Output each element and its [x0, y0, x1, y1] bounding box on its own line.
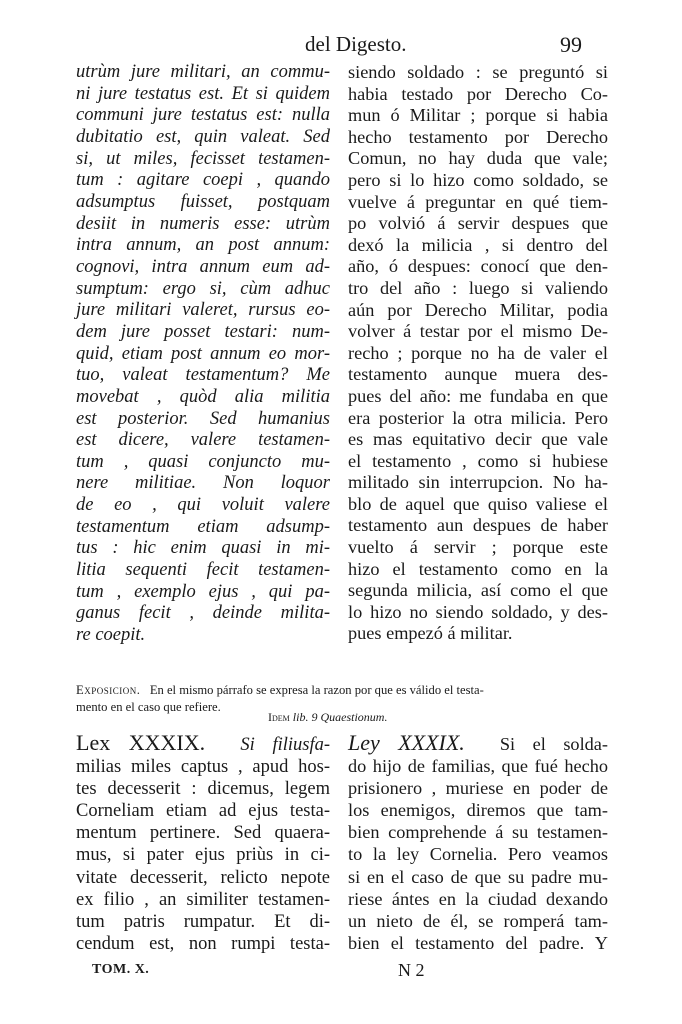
text-line: un nieto de él, se romperá tam- [348, 910, 608, 931]
idem-label: Idem [268, 710, 290, 724]
text-line: est posterior. Sed humanius [76, 408, 330, 429]
running-title: del Digesto. [305, 32, 407, 56]
text-line: adsumptus fuisset, postquam [76, 191, 330, 212]
text-line: dubitatio est, quin valeat. Sed [76, 126, 330, 147]
ley-heading: Ley XXXIX. [348, 730, 465, 755]
page-number: 99 [560, 32, 582, 57]
exposicion-label: Exposicion. [76, 683, 141, 697]
text-line: bien comprehende á su testamen- [348, 822, 608, 843]
text-line: si, ut miles, fecisset testamen- [76, 148, 330, 169]
text-line: si en el caso de que su padre mu- [348, 866, 608, 887]
text-line: riese ántes en la ciudad dexando [348, 888, 608, 909]
text-line: los enemigos, diremos que tam- [348, 800, 608, 821]
lex-first-line [76, 732, 330, 756]
text-line: utrùm jure militari, an commu- [76, 62, 330, 82]
text-line: hizo el testamento como en la [348, 558, 608, 579]
spanish-column-bottom [348, 732, 608, 954]
text-line: jure militari valeret, rursus eo- [76, 300, 330, 321]
text-line: testamento aun despues de haber [348, 515, 608, 536]
page-footer [0, 960, 682, 984]
text-line: mentum pertinere. Sed quaera- [76, 823, 330, 844]
text-line: el testamento , como si hubiese [348, 450, 608, 471]
text-line: era posterior la otra milicia. Pero [348, 407, 608, 428]
text-line: tum patris rumpatur. Et di- [76, 911, 330, 932]
text-line: bien el testamento del padre. Y [348, 932, 608, 953]
text-line: volver á testar por el mismo De- [348, 321, 608, 342]
text-line: de eo , qui voluit valere [76, 495, 330, 516]
text-line: ex filio , an similiter testamen- [76, 889, 330, 910]
text-line: cognovi, intra annum eum ad- [76, 256, 330, 277]
exposicion-text-continued: mento en el caso que refiere. [76, 700, 221, 714]
text-line: tro del año : luego si valiendo [348, 277, 608, 298]
ley-first-rest: Si el solda- [499, 734, 608, 754]
text-line: intra annum, an post annum: [76, 235, 330, 256]
source-reference [268, 710, 387, 725]
text-line: re coepit. [76, 625, 146, 646]
text-line: militado sin interrupcion. No ha- [348, 472, 608, 493]
text-line: vuelve á preguntar en qué tiem- [348, 191, 608, 212]
text-line: vitate decesserit, relicto nepote [76, 867, 330, 888]
text-line: Comun, no hay duda que vale; [348, 148, 608, 169]
text-line: es mas equitativo decir que vale [348, 429, 608, 450]
text-line: aún por Derecho Militar, podia [348, 299, 608, 320]
text-line: habia testado por Derecho Co- [348, 83, 608, 104]
text-line: tuo, valeat testamentum? Me [76, 365, 330, 386]
text-line: quid, etiam post annum eo mor- [76, 343, 330, 364]
text-line: testamento aunque muera des- [348, 364, 608, 385]
spanish-column-top [348, 62, 608, 645]
text-line: pues empezó á militar. [348, 623, 513, 644]
text-line: sumptum: ergo si, cùm adhuc [76, 278, 330, 299]
latin-column-bottom [76, 732, 330, 955]
idem-ref: lib. 9 Quaestionum. [292, 710, 388, 724]
text-line: hecho testamento por Derecho [348, 126, 608, 147]
text-line: po volvió á servir despues que [348, 213, 608, 234]
text-line: dexó la milicia , si dentro del [348, 234, 608, 255]
latin-column-top [76, 62, 330, 647]
text-line: nere militiae. Non loquor [76, 473, 330, 494]
text-line: movebat , quòd alia militia [76, 386, 330, 407]
text-line: ni jure testatus est. Et si quidem [76, 83, 330, 104]
text-line: to la ley Cornelia. Pero veamos [348, 844, 608, 865]
text-line: pues del año: me fundaba en que [348, 385, 608, 406]
text-line: do hijo de familias, que fué hecho [348, 756, 608, 777]
text-line: milias miles captus , apud hos- [76, 757, 330, 778]
text-line: litia sequenti fecit testamen- [76, 560, 330, 581]
running-header [0, 30, 682, 58]
text-line: mus, si pater ejus priùs in ci- [76, 845, 330, 866]
text-line: prisionero , muriese en poder de [348, 778, 608, 799]
text-line: testamentum etiam adsump- [76, 516, 330, 537]
text-line: tum , exemplo ejus , qui pa- [76, 581, 330, 602]
text-line: año, ó despues: conocí que den- [348, 256, 608, 277]
text-line: blo de aquel que quiso valiese el [348, 493, 608, 514]
text-line: ganus fecit , deinde milita- [76, 603, 330, 624]
text-line: tus : hic enim quasi in mi- [76, 538, 330, 559]
text-line: segunda milicia, así como el que [348, 580, 608, 601]
text-line: tum , quasi conjuncto mu- [76, 451, 330, 472]
text-line: tes decesserit : dicemus, legem [76, 779, 330, 800]
text-line: communi jure testatus est: nulla [76, 105, 330, 126]
text-line: recho ; porque no ha de valer el [348, 342, 608, 363]
text-line: desiit in numeris esse: utrùm [76, 213, 330, 234]
ley-first-line [348, 732, 608, 755]
text-line: lo hizo no siendo soldado, y des- [348, 601, 608, 622]
text-line: tum : agitare coepi , quando [76, 170, 330, 191]
text-line: Corneliam etiam ad ejus testa- [76, 801, 330, 822]
exposicion-text: En el mismo párrafo se expresa la razon por que es válido el testa- [149, 683, 484, 697]
text-line: cendum est, non rumpi testa- [76, 933, 330, 954]
signature-mark: N 2 [398, 960, 425, 980]
text-line: siendo soldado : se preguntó si [348, 62, 608, 82]
text-line: est dicere, valere testamen- [76, 430, 330, 451]
text-line: pero si lo hizo como soldado, se [348, 169, 608, 190]
volume-mark: TOM. X. [92, 962, 150, 977]
lex-first-rest: Si filiusfa- [240, 735, 331, 755]
text-line: mun ó Militar ; porque si habia [348, 105, 608, 126]
text-line: dem jure posset testari: num- [76, 321, 330, 342]
text-line: vuelto á servir ; porque este [348, 537, 608, 558]
lex-heading: Lex XXXIX. [76, 730, 206, 755]
